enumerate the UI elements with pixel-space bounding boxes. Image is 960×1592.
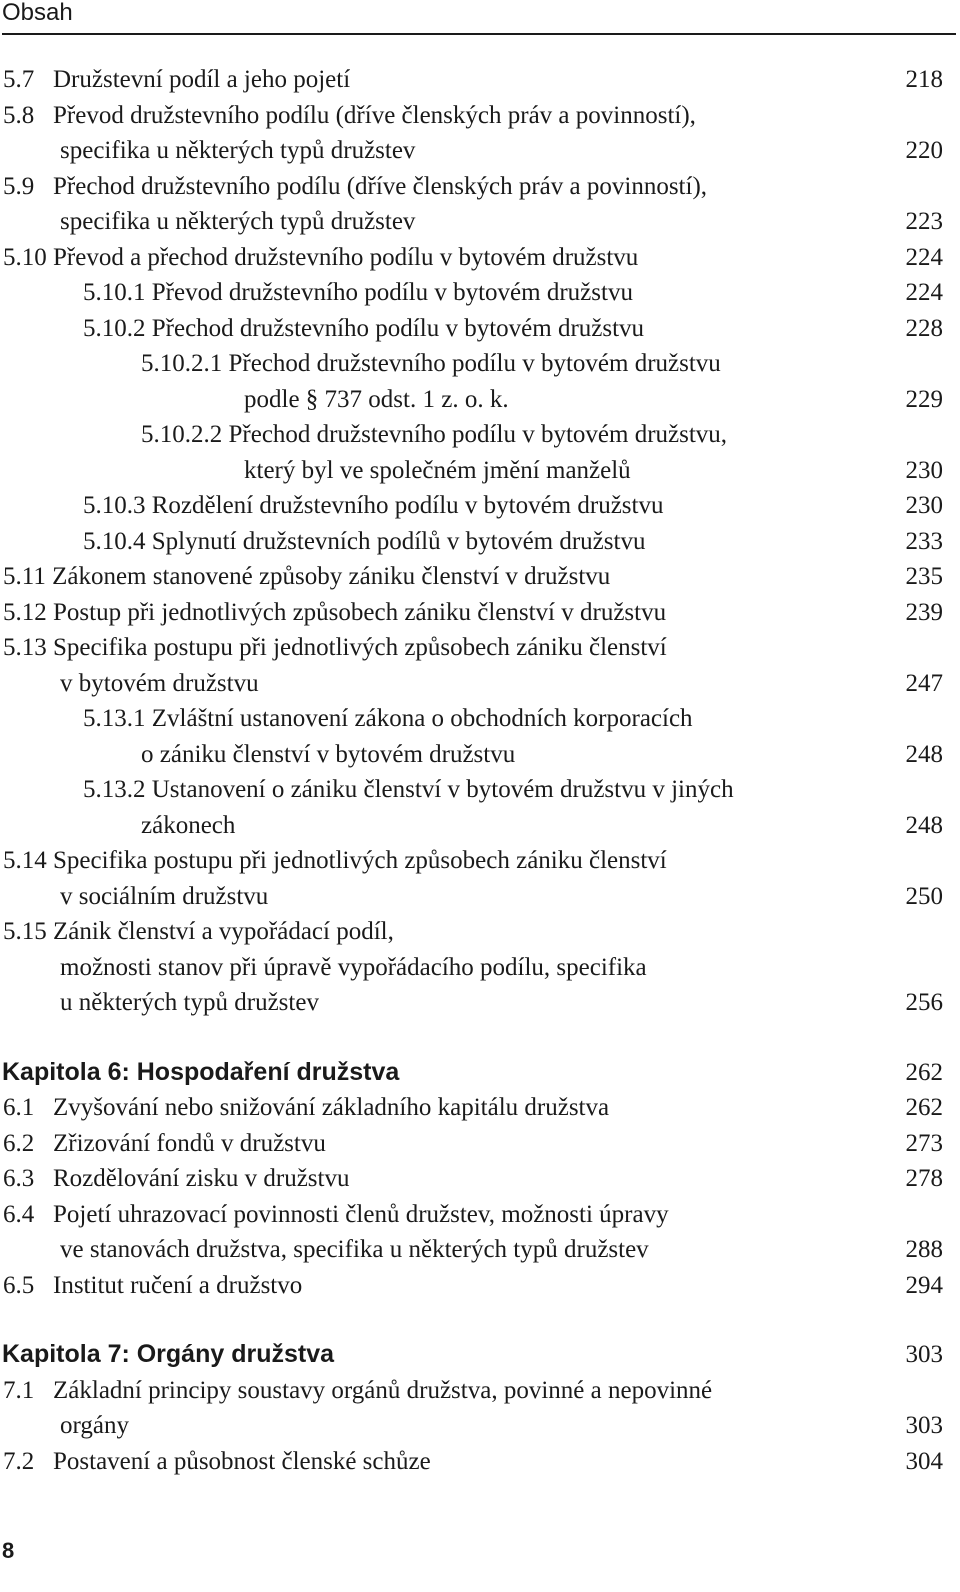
page-header-title: Obsah [2, 0, 73, 26]
toc-entry-title: u některých typů družstev [60, 989, 319, 1016]
toc-chapter-heading[interactable] [0, 1337, 960, 1373]
toc-entry-title: 5.11 Zákonem stanovené způsoby zániku členství v družstvu [3, 563, 611, 590]
chapter-spacer [0, 1021, 960, 1055]
toc-page-number: 303 [905, 1341, 943, 1368]
toc-entry-title: 5.13.2 Ustanovení o zániku členství v bytovém družstvu v jiných [83, 776, 734, 803]
toc-entry[interactable] [0, 559, 960, 595]
toc-page-number: 228 [905, 314, 943, 342]
toc-entry[interactable] [0, 1161, 960, 1197]
toc-entry-title: ve stanovách družstva, specifika u některých typů družstev [60, 1236, 649, 1263]
toc-entry[interactable] [0, 1197, 960, 1268]
toc-entry[interactable] [0, 240, 960, 276]
toc-page-number: 233 [905, 527, 943, 555]
toc-entry-title: v sociálním družstvu [60, 882, 269, 910]
toc-entry-title: 6.2 Zřizování fondů v družstvu [3, 1129, 326, 1157]
toc-entry-title: o zániku členství v bytovém družstvu [141, 740, 516, 768]
toc-entry[interactable] [0, 701, 960, 772]
toc-page-number: 229 [905, 385, 943, 413]
toc-entry[interactable] [0, 630, 960, 701]
toc-entry-title: 5.7 Družstevní podíl a jeho pojetí [3, 66, 351, 93]
toc-entry-title: 5.13.1 Zvláštní ustanovení zákona o obchodních korporacích [83, 705, 693, 732]
toc-entry[interactable] [0, 1268, 960, 1304]
toc-entry-title: specifika u některých typů družstev [60, 137, 416, 164]
toc-entry-title: podle § 737 odst. 1 z. o. k. [244, 385, 509, 413]
toc-entry-title: 6.3 Rozdělování zisku v družstvu [3, 1165, 350, 1192]
toc-page-number: 247 [905, 669, 943, 697]
toc-entry[interactable] [0, 1444, 960, 1480]
toc-page-number: 248 [905, 811, 943, 839]
chapter-spacer [0, 1303, 960, 1337]
toc-page-number: 224 [905, 243, 943, 271]
toc-entry-title: 6.5 Institut ručení a družstvo [3, 1271, 303, 1299]
toc-entry-title: 5.12 Postup při jednotlivých způsobech zániku členství v družstvu [3, 598, 667, 626]
toc-entry[interactable] [0, 346, 960, 417]
toc-entry-title: možnosti stanov při úpravě vypořádacího podílu, specifika [60, 953, 647, 981]
toc-page-number: 288 [905, 1236, 943, 1263]
toc-entry-title: Kapitola 6: Hospodaření družstva [2, 1057, 400, 1086]
toc-entry-title: 5.15 Zánik členství a vypořádací podíl, [3, 918, 394, 945]
toc-entry[interactable] [0, 62, 960, 98]
toc-entry-title: 5.10.2.2 Přechod družstevního podílu v bytovém družstvu, [141, 421, 728, 448]
toc-page-number: 248 [905, 740, 943, 768]
toc-entry[interactable] [0, 524, 960, 560]
toc-entry-title: 5.9 Přechod družstevního podílu (dříve členských práv a povinností), [3, 172, 708, 200]
page-number: 8 [2, 1538, 15, 1563]
toc-entry-title: 5.8 Převod družstevního podílu (dříve členských práv a povinností), [3, 101, 696, 129]
toc-entry-title: 5.10.2 Přechod družstevního podílu v bytovém družstvu [83, 314, 645, 342]
toc-page-number: 256 [905, 989, 943, 1016]
toc-entry[interactable] [0, 1373, 960, 1444]
toc-entry[interactable] [0, 488, 960, 524]
toc-entry-title: 5.10.4 Splynutí družstevních podílů v bytovém družstvu [83, 527, 646, 555]
toc-page-number: 262 [905, 1058, 943, 1086]
toc-page-number: 220 [905, 137, 943, 164]
toc-entry[interactable] [0, 311, 960, 347]
toc-page-number: 262 [905, 1094, 943, 1121]
header-divider [2, 33, 956, 35]
toc-entry[interactable] [0, 169, 960, 240]
toc-entry-title: který byl ve společném jmění manželů [244, 456, 631, 484]
toc-entry-title: v bytovém družstvu [60, 669, 259, 697]
toc-entry-title: 6.1 Zvyšování nebo snižování základního kapitálu družstva [3, 1094, 610, 1121]
toc-page-number: 230 [905, 492, 943, 519]
toc-entry[interactable] [0, 595, 960, 631]
toc-entry-title: Kapitola 7: Orgány družstva [2, 1340, 335, 1368]
toc-entry-title: 7.2 Postavení a působnost členské schůze [3, 1447, 431, 1475]
toc-page-number: 250 [905, 882, 943, 910]
toc-page-number: 273 [905, 1129, 943, 1157]
toc-entry[interactable] [0, 772, 960, 843]
toc-page-number: 303 [905, 1412, 943, 1439]
toc-page-number: 224 [905, 279, 943, 306]
toc-page-number: 230 [905, 456, 943, 484]
toc-entry-title: specifika u některých typů družstev [60, 208, 416, 235]
toc-page-number: 235 [905, 563, 943, 590]
toc-entry[interactable] [0, 98, 960, 169]
toc-entry[interactable] [0, 1126, 960, 1162]
toc-page-number: 223 [905, 208, 943, 235]
toc-page-number: 278 [905, 1165, 943, 1192]
toc-entry-title: 5.10.3 Rozdělení družstevního podílu v bytovém družstvu [83, 492, 664, 519]
toc-page-number: 294 [905, 1271, 943, 1299]
toc-entry[interactable] [0, 843, 960, 914]
toc-entry[interactable] [0, 1090, 960, 1126]
toc-entry[interactable] [0, 914, 960, 1021]
toc-entry-title: 7.1 Základní principy soustavy orgánů družstva, povinné a nepovinné [3, 1376, 713, 1404]
toc-page-number: 304 [905, 1447, 943, 1475]
toc-chapter-heading[interactable] [0, 1055, 960, 1091]
toc-entry-title: 6.4 Pojetí uhrazovací povinnosti členů družstev, možnosti úpravy [3, 1200, 669, 1228]
toc-entry-title: zákonech [141, 811, 236, 839]
table-of-contents [0, 62, 960, 1479]
toc-entry-title: 5.10.2.1 Přechod družstevního podílu v bytovém družstvu [141, 350, 721, 377]
toc-entry[interactable] [0, 417, 960, 488]
toc-entry[interactable] [0, 275, 960, 311]
toc-page-number: 218 [905, 66, 943, 93]
toc-entry-title: 5.14 Specifika postupu při jednotlivých způsobech zániku členství [3, 847, 667, 874]
toc-entry-title: 5.13 Specifika postupu při jednotlivých způsobech zániku členství [3, 634, 667, 661]
toc-entry-title: 5.10 Převod a přechod družstevního podílu v bytovém družstvu [3, 243, 639, 271]
toc-entry-title: orgány [60, 1412, 129, 1439]
toc-entry-title: 5.10.1 Převod družstevního podílu v bytovém družstvu [83, 279, 633, 306]
toc-page-number: 239 [905, 598, 943, 626]
